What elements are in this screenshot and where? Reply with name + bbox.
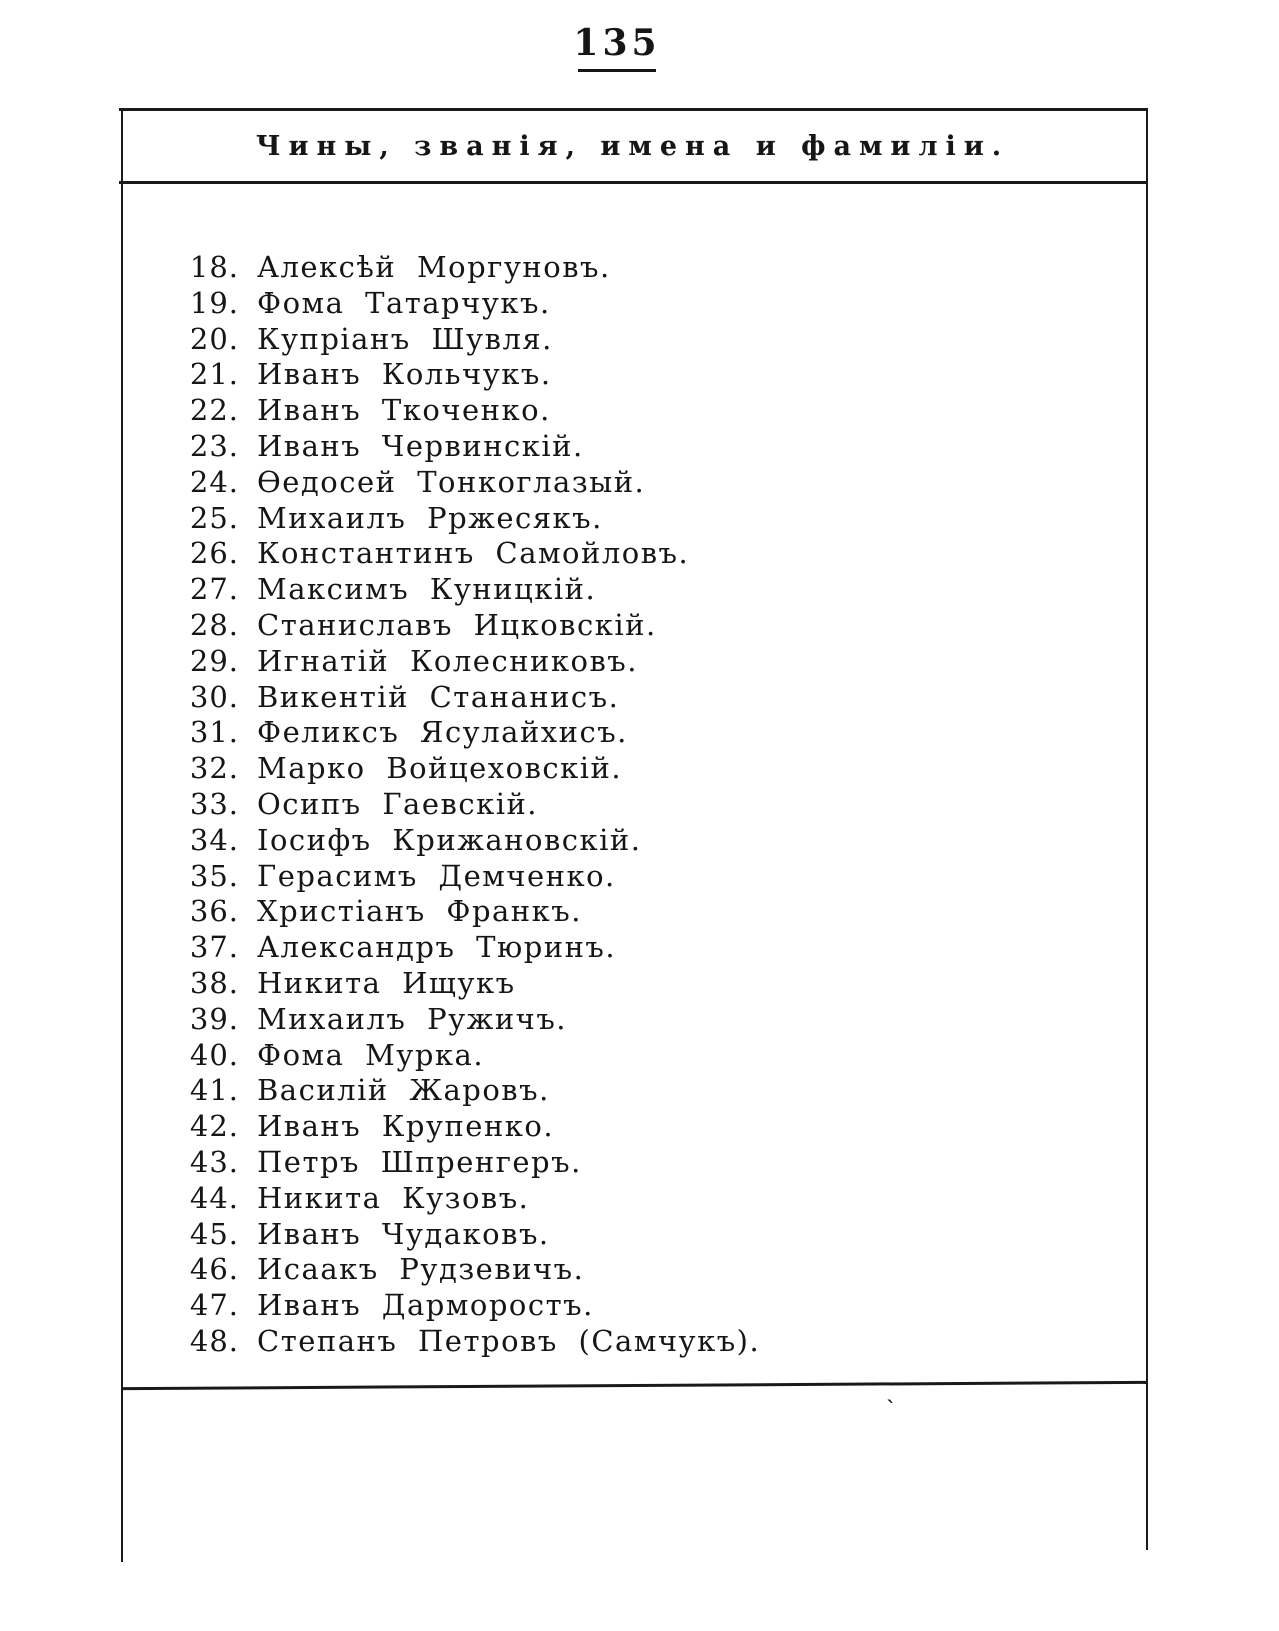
- item-name: Осипъ Гаевскій.: [257, 786, 539, 821]
- list-item: [183, 572, 760, 608]
- list-item: [183, 1073, 760, 1109]
- item-number: 43.: [189, 1144, 239, 1179]
- list-item: [183, 465, 760, 501]
- item-name: Феликсъ Ясулайхисъ.: [257, 715, 628, 750]
- item-name: Степанъ Петровъ (Самчукъ).: [257, 1323, 761, 1358]
- item-number: 18.: [189, 250, 239, 284]
- item-name: Иванъ Чудаковъ.: [257, 1216, 550, 1251]
- item-number: 31.: [189, 715, 239, 750]
- item-number: 25.: [189, 500, 239, 535]
- list-item: [183, 930, 760, 966]
- item-name: Александръ Тюринъ.: [257, 930, 617, 965]
- list-item: [183, 823, 760, 859]
- item-number: 41.: [189, 1073, 239, 1108]
- item-number: 24.: [189, 464, 239, 499]
- item-number: 29.: [189, 643, 239, 678]
- list-item: [183, 250, 760, 286]
- list-item: [183, 966, 760, 1002]
- page-number: 135: [573, 22, 661, 64]
- item-number: 42.: [189, 1109, 239, 1144]
- list-item: [183, 1288, 760, 1324]
- item-name: Никита Кузовъ.: [257, 1180, 530, 1215]
- list-item: [183, 1324, 760, 1360]
- item-name: Христіанъ Франкъ.: [257, 894, 582, 929]
- item-number: 19.: [189, 285, 239, 320]
- page-number-underline: [578, 69, 656, 72]
- list-item: [183, 1109, 760, 1145]
- item-number: 20.: [189, 321, 239, 356]
- page-number-block: [552, 22, 682, 72]
- item-name: Иванъ Червинскій.: [257, 428, 584, 463]
- list-item: [183, 1002, 760, 1038]
- left-border-rule: [121, 108, 123, 1562]
- item-number: 35.: [189, 858, 239, 893]
- item-name: Ѳедосей Тонкоглазый.: [257, 464, 646, 499]
- list-item: [183, 501, 760, 537]
- item-number: 46.: [189, 1252, 239, 1287]
- list-item: [183, 1145, 760, 1181]
- roster-list: [183, 250, 760, 1360]
- item-name: Иванъ Кольчукъ.: [257, 357, 552, 392]
- list-item: [183, 1252, 760, 1288]
- item-name: Петръ Шпренгеръ.: [257, 1144, 582, 1179]
- item-name: Станиславъ Ицковскій.: [257, 607, 657, 642]
- list-item: [183, 787, 760, 823]
- item-name: Василій Жаровъ.: [257, 1073, 550, 1108]
- item-number: 45.: [189, 1216, 239, 1251]
- item-name: Игнатій Колесниковъ.: [257, 643, 638, 678]
- list-item: [183, 1217, 760, 1253]
- item-number: 32.: [189, 751, 239, 786]
- item-name: Алексѣй Моргуновъ.: [257, 250, 611, 284]
- item-name: Михаилъ Рржесякъ.: [257, 500, 603, 535]
- list-item: [183, 1038, 760, 1074]
- item-name: Викентій Стананисъ.: [257, 679, 620, 714]
- list-item: [183, 644, 760, 680]
- item-number: 34.: [189, 822, 239, 857]
- item-name: Фома Татарчукъ.: [257, 285, 551, 320]
- list-item: [183, 894, 760, 930]
- item-number: 27.: [189, 572, 239, 607]
- item-number: 26.: [189, 536, 239, 571]
- list-item: [183, 608, 760, 644]
- stray-scan-mark: ˋ: [886, 1396, 896, 1420]
- list-item: [183, 357, 760, 393]
- item-number: 30.: [189, 679, 239, 714]
- item-name: Іосифъ Крижановскій.: [257, 822, 642, 857]
- item-name: Максимъ Куницкій.: [257, 572, 597, 607]
- item-number: 33.: [189, 786, 239, 821]
- item-number: 44.: [189, 1180, 239, 1215]
- page-title: Чины, званія, имена и фамиліи.: [255, 130, 1010, 162]
- list-item: [183, 680, 760, 716]
- item-name: Иванъ Крупенко.: [257, 1109, 555, 1144]
- footer-divider-rule: [122, 1381, 1146, 1390]
- item-name: Иванъ Ткоченко.: [257, 393, 551, 428]
- item-number: 21.: [189, 357, 239, 392]
- item-number: 47.: [189, 1288, 239, 1323]
- item-number: 40.: [189, 1037, 239, 1072]
- list-item: [183, 322, 760, 358]
- item-number: 37.: [189, 930, 239, 965]
- item-number: 22.: [189, 393, 239, 428]
- item-name: Михаилъ Ружичъ.: [257, 1001, 568, 1036]
- list-item: [183, 393, 760, 429]
- item-number: 48.: [189, 1323, 239, 1358]
- header-box: [119, 108, 1146, 184]
- list-item: [183, 1181, 760, 1217]
- item-number: 36.: [189, 894, 239, 929]
- item-number: 28.: [189, 607, 239, 642]
- item-name: Никита Ищукъ: [257, 965, 516, 1000]
- list-item: [183, 429, 760, 465]
- item-name: Исаакъ Рудзевичъ.: [257, 1252, 585, 1287]
- list-item: [183, 286, 760, 322]
- list-item: [183, 536, 760, 572]
- item-name: Иванъ Дарморостъ.: [257, 1288, 594, 1323]
- right-border-rule: [1146, 108, 1148, 1550]
- list-item: [183, 859, 760, 895]
- item-name: Марко Войцеховскій.: [257, 751, 623, 786]
- item-number: 39.: [189, 1001, 239, 1036]
- item-name: Купріанъ Шувля.: [257, 321, 553, 356]
- item-number: 23.: [189, 428, 239, 463]
- item-name: Герасимъ Демченко.: [257, 858, 616, 893]
- list-item: [183, 715, 760, 751]
- item-name: Константинъ Самойловъ.: [257, 536, 690, 571]
- item-name: Фома Мурка.: [257, 1037, 485, 1072]
- list-item: [183, 751, 760, 787]
- item-number: 38.: [189, 965, 239, 1000]
